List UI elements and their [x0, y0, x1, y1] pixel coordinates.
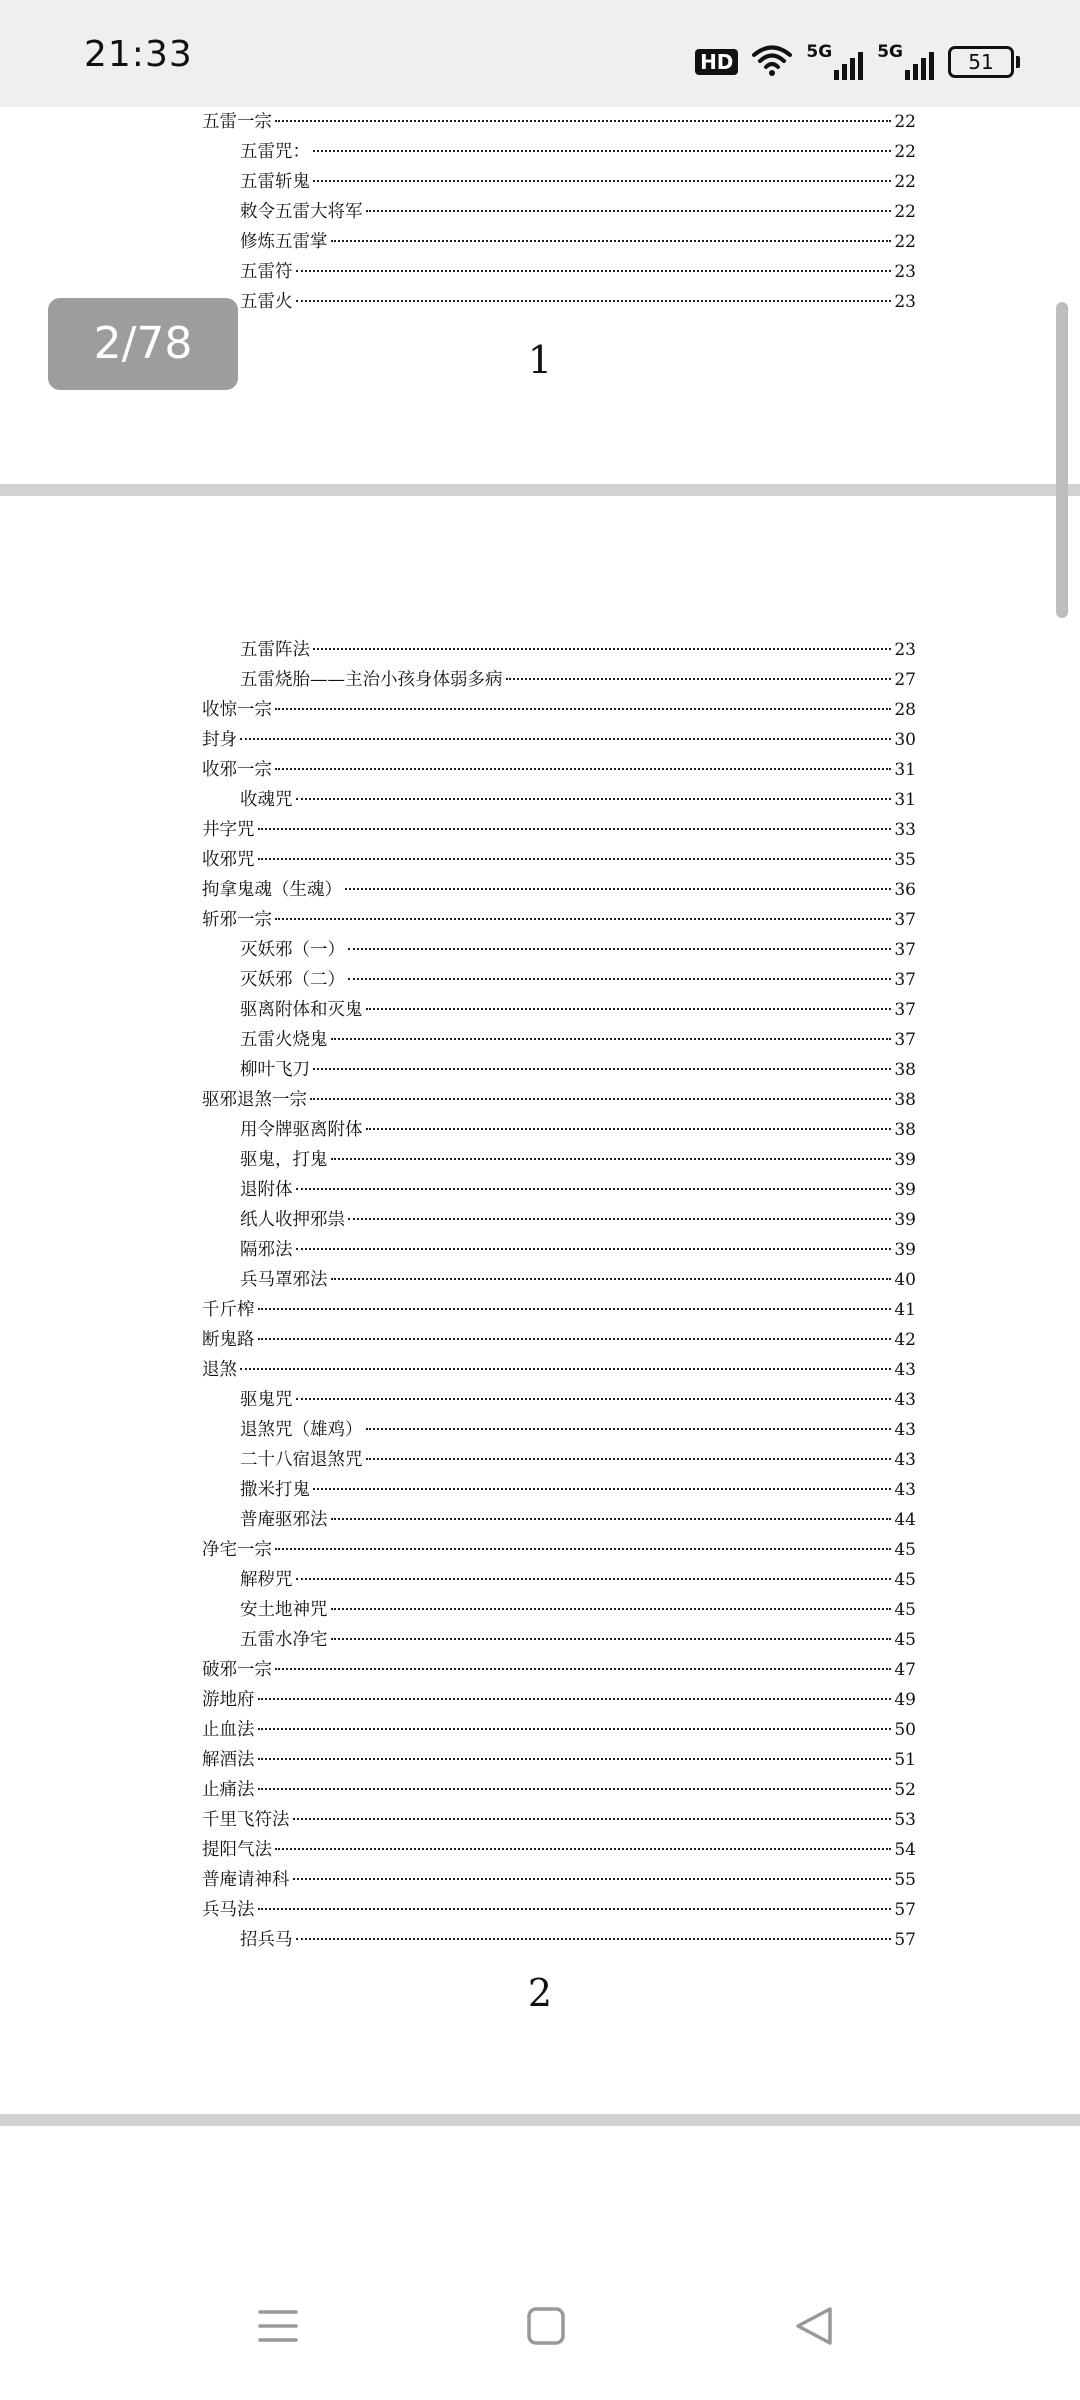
toc-entry[interactable]: [240, 1597, 916, 1623]
toc-entry-page: 43: [894, 1390, 916, 1410]
toc-dot-leader: [348, 978, 891, 980]
toc-entry[interactable]: [202, 1837, 916, 1863]
toc-dot-leader: [310, 1098, 891, 1100]
toc-entry-title: 解秽咒: [240, 1570, 293, 1590]
toc-entry-title: 提阳气法: [202, 1840, 272, 1860]
toc-entry-title: 撒米打鬼: [240, 1480, 310, 1500]
toc-entry-title: 灭妖邪（一）: [240, 940, 345, 960]
toc-entry-page: 38: [894, 1060, 916, 1080]
menu-icon: [256, 2306, 300, 2346]
toc-entry-title: 断鬼路: [202, 1330, 255, 1350]
toc-entry-title: 二十八宿退煞咒: [240, 1450, 363, 1470]
toc-entry-title: 解酒法: [202, 1750, 255, 1770]
toc-entry-title: 驱邪退煞一宗: [202, 1090, 307, 1110]
toc-entry-page: 35: [894, 850, 916, 870]
toc-entry-title: 驱鬼，打鬼: [240, 1150, 328, 1170]
toc-entry[interactable]: [240, 1567, 916, 1593]
toc-entry-title: 收邪一宗: [202, 760, 272, 780]
toc-entry-page: 39: [894, 1180, 916, 1200]
toc-entry-title: 五雷水净宅: [240, 1630, 328, 1650]
toc-entry-page: 51: [894, 1750, 916, 1770]
toc-entry-page: 43: [894, 1360, 916, 1380]
toc-entry-title: 千里飞符法: [202, 1810, 290, 1830]
toc-entry-page: 39: [894, 1210, 916, 1230]
toc-entry[interactable]: [240, 289, 916, 315]
toc-entry[interactable]: [240, 1177, 916, 1203]
toc-dot-leader: [348, 948, 891, 950]
toc-entry-page: 45: [894, 1570, 916, 1590]
toc-dot-leader: [331, 1518, 892, 1520]
toc-entry[interactable]: [240, 937, 916, 963]
toc-entry[interactable]: [202, 817, 916, 843]
toc-dot-leader: [258, 1758, 892, 1760]
back-button[interactable]: [784, 2296, 844, 2356]
toc-entry[interactable]: [240, 1267, 916, 1293]
toc-entry-page: 37: [894, 910, 916, 930]
toc-entry-title: 五雷斩鬼: [240, 172, 310, 192]
toc-entry[interactable]: [240, 1417, 916, 1443]
toc-entry-title: 修炼五雷掌: [240, 232, 328, 252]
toc-dot-leader: [331, 240, 892, 242]
toc-entry-title: 千斤榨: [202, 1300, 255, 1320]
toc-entry-page: 27: [894, 670, 916, 690]
toc-dot-leader: [258, 1308, 892, 1310]
toc-dot-leader: [366, 1458, 892, 1460]
toc-entry-title: 止痛法: [202, 1780, 255, 1800]
toc-entry-page: 31: [894, 790, 916, 810]
toc-dot-leader: [331, 1278, 892, 1280]
toc-entry-page: 22: [894, 112, 916, 132]
toc-dot-leader: [331, 1158, 892, 1160]
toc-dot-leader: [345, 888, 891, 890]
toc-entry-title: 收惊一宗: [202, 700, 272, 720]
toc-dot-leader: [293, 1878, 892, 1880]
toc-entry[interactable]: [240, 1447, 916, 1473]
toc-entry-page: 40: [894, 1270, 916, 1290]
toc-entry-page: 23: [894, 262, 916, 282]
toc-dot-leader: [296, 300, 892, 302]
toc-dot-leader: [313, 648, 891, 650]
toc-entry-page: 52: [894, 1780, 916, 1800]
toc-entry-page: 22: [894, 142, 916, 162]
toc-entry[interactable]: [240, 667, 916, 693]
toc-dot-leader: [275, 708, 891, 710]
back-icon: [792, 2304, 836, 2348]
toc-entry-page: 37: [894, 1030, 916, 1050]
toc-entry[interactable]: [202, 1537, 916, 1563]
toc-entry-title: 退附体: [240, 1180, 293, 1200]
toc-entry[interactable]: [202, 1747, 916, 1773]
toc-entry-title: 五雷烧胎——主治小孩身体弱多病: [240, 670, 503, 690]
toc-entry-page: 42: [894, 1330, 916, 1350]
toc-entry[interactable]: [240, 139, 916, 165]
toc-entry-title: 五雷符: [240, 262, 293, 282]
toc-entry-page: 22: [894, 232, 916, 252]
toc-entry[interactable]: [240, 967, 916, 993]
toc-entry-page: 30: [894, 730, 916, 750]
scrollbar-thumb[interactable]: [1056, 302, 1068, 618]
toc-entry[interactable]: [240, 1147, 916, 1173]
toc-dot-leader: [296, 270, 892, 272]
toc-entry-title: 敕令五雷大将军: [240, 202, 363, 222]
toc-entry-page: 38: [894, 1120, 916, 1140]
toc-entry-page: 22: [894, 172, 916, 192]
page-separator: [0, 2114, 1080, 2126]
toc-dot-leader: [258, 1788, 892, 1790]
toc-entry-title: 用令牌驱离附体: [240, 1120, 363, 1140]
toc-entry-page: 43: [894, 1450, 916, 1470]
toc-entry-page: 22: [894, 202, 916, 222]
toc-entry-page: 39: [894, 1240, 916, 1260]
toc-entry-title: 招兵马: [240, 1930, 293, 1950]
page-counter: 2/78: [48, 298, 238, 390]
toc-entry-title: 驱离附体和灭鬼: [240, 1000, 363, 1020]
toc-entry-title: 拘拿鬼魂（生魂）: [202, 880, 342, 900]
toc-entry-title: 游地府: [202, 1690, 255, 1710]
toc-entry[interactable]: [240, 637, 916, 663]
toc-dot-leader: [258, 828, 892, 830]
toc-entry-title: 普庵请神科: [202, 1870, 290, 1890]
toc-entry[interactable]: [240, 1057, 916, 1083]
status-bar: [0, 0, 1080, 107]
toc-dot-leader: [275, 918, 891, 920]
toc-entry-page: 45: [894, 1600, 916, 1620]
toc-entry-page: 37: [894, 970, 916, 990]
toc-entry-title: 斩邪一宗: [202, 910, 272, 930]
toc-entry[interactable]: [202, 697, 916, 723]
toc-dot-leader: [331, 1038, 892, 1040]
toc-entry-title: 兵马法: [202, 1900, 255, 1920]
toc-dot-leader: [258, 1698, 892, 1700]
signal-5g-icon: [877, 44, 934, 80]
toc-dot-leader: [275, 1668, 891, 1670]
toc-entry-title: 五雷火烧鬼: [240, 1030, 328, 1050]
home-icon: [524, 2304, 568, 2348]
toc-entry-title: 收魂咒: [240, 790, 293, 810]
toc-entry[interactable]: [240, 169, 916, 195]
toc-entry-title: 五雷阵法: [240, 640, 310, 660]
toc-dot-leader: [296, 1938, 892, 1940]
home-button[interactable]: [516, 2296, 576, 2356]
menu-button[interactable]: [248, 2296, 308, 2356]
toc-entry-page: 43: [894, 1420, 916, 1440]
toc-entry[interactable]: [202, 109, 916, 135]
toc-entry[interactable]: [202, 1717, 916, 1743]
toc-entry-title: 止血法: [202, 1720, 255, 1740]
toc-entry[interactable]: [202, 877, 916, 903]
toc-dot-leader: [331, 1608, 892, 1610]
toc-dot-leader: [313, 1488, 891, 1490]
toc-entry-title: 收邪咒: [202, 850, 255, 870]
toc-entry[interactable]: [240, 1237, 916, 1263]
signal-label: 5G: [806, 42, 833, 62]
toc-entry-page: 54: [894, 1840, 916, 1860]
toc-entry-page: 44: [894, 1510, 916, 1530]
toc-entry-title: 五雷一宗: [202, 112, 272, 132]
toc-entry-page: 49: [894, 1690, 916, 1710]
toc-entry[interactable]: [202, 1867, 916, 1893]
signal-label: 5G: [877, 42, 903, 62]
toc-dot-leader: [296, 1398, 892, 1400]
toc-entry-page: 43: [894, 1480, 916, 1500]
toc-entry[interactable]: [202, 847, 916, 873]
toc-entry-page: 37: [894, 1000, 916, 1020]
toc-entry-page: 55: [894, 1870, 916, 1890]
toc-dot-leader: [258, 1728, 892, 1730]
toc-entry-page: 33: [894, 820, 916, 840]
toc-entry-title: 普庵驱邪法: [240, 1510, 328, 1530]
toc-dot-leader: [296, 1578, 892, 1580]
toc-entry-page: 31: [894, 760, 916, 780]
toc-dot-leader: [296, 1248, 892, 1250]
toc-entry[interactable]: [240, 1027, 916, 1053]
toc-entry[interactable]: [240, 1117, 916, 1143]
toc-entry[interactable]: [202, 757, 916, 783]
toc-entry[interactable]: [202, 1777, 916, 1803]
toc-entry-page: 39: [894, 1150, 916, 1170]
signal-5g-icon: [806, 44, 863, 80]
toc-entry-page: 41: [894, 1300, 916, 1320]
toc-dot-leader: [240, 1368, 891, 1370]
toc-entry[interactable]: [202, 1357, 916, 1383]
toc-entry[interactable]: [240, 997, 916, 1023]
toc-dot-leader: [296, 798, 892, 800]
status-icons: [695, 38, 1014, 86]
toc-entry[interactable]: [240, 1927, 916, 1953]
page-number: 1: [527, 338, 553, 382]
page-separator: [0, 484, 1080, 496]
page-number: 2: [527, 1971, 553, 2015]
toc-entry-page: 23: [894, 640, 916, 660]
toc-entry[interactable]: [202, 1807, 916, 1833]
toc-entry-page: 37: [894, 940, 916, 960]
toc-dot-leader: [506, 678, 892, 680]
battery-icon: 51: [948, 46, 1014, 78]
toc-entry-title: 驱鬼咒: [240, 1390, 293, 1410]
toc-dot-leader: [275, 1548, 891, 1550]
toc-entry-page: 23: [894, 292, 916, 312]
toc-dot-leader: [258, 1908, 892, 1910]
toc-entry-title: 净宅一宗: [202, 1540, 272, 1560]
toc-entry-title: 安土地神咒: [240, 1600, 328, 1620]
toc-entry[interactable]: [240, 1207, 916, 1233]
toc-entry-title: 五雷咒：: [240, 142, 310, 162]
toc-entry-page: 53: [894, 1810, 916, 1830]
toc-entry-title: 封身: [202, 730, 237, 750]
toc-entry[interactable]: [202, 1297, 916, 1323]
toc-entry-page: 45: [894, 1540, 916, 1560]
toc-entry[interactable]: [202, 907, 916, 933]
toc-entry-title: 退煞咒（雄鸡）: [240, 1420, 363, 1440]
toc-entry-title: 灭妖邪（二）: [240, 970, 345, 990]
toc-dot-leader: [293, 1818, 892, 1820]
toc-dot-leader: [313, 150, 891, 152]
toc-dot-leader: [258, 1338, 892, 1340]
toc-dot-leader: [296, 1188, 892, 1190]
toc-entry[interactable]: [240, 1387, 916, 1413]
toc-dot-leader: [366, 1128, 892, 1130]
toc-entry-page: 45: [894, 1630, 916, 1650]
toc-entry-title: 纸人收押邪祟: [240, 1210, 345, 1230]
status-time: 21:33: [84, 34, 193, 75]
toc-entry-title: 井字咒: [202, 820, 255, 840]
toc-entry[interactable]: [240, 787, 916, 813]
toc-entry-page: 47: [894, 1660, 916, 1680]
toc-entry-page: 57: [894, 1900, 916, 1920]
toc-entry-page: 57: [894, 1930, 916, 1950]
toc-entry-page: 38: [894, 1090, 916, 1110]
toc-dot-leader: [313, 180, 891, 182]
toc-dot-leader: [275, 120, 891, 122]
toc-entry-title: 隔邪法: [240, 1240, 293, 1260]
toc-entry-page: 28: [894, 700, 916, 720]
toc-entry[interactable]: [240, 1627, 916, 1653]
toc-dot-leader: [331, 1638, 892, 1640]
toc-entry[interactable]: [202, 727, 916, 753]
toc-dot-leader: [275, 768, 891, 770]
toc-entry-title: 破邪一宗: [202, 1660, 272, 1680]
toc-entry[interactable]: [240, 1507, 916, 1533]
toc-entry[interactable]: [240, 199, 916, 225]
toc-dot-leader: [275, 1848, 891, 1850]
toc-entry-title: 兵马罩邪法: [240, 1270, 328, 1290]
toc-entry-title: 退煞: [202, 1360, 237, 1380]
toc-entry-title: 柳叶飞刀: [240, 1060, 310, 1080]
toc-entry[interactable]: [202, 1327, 916, 1353]
toc-entry-page: 50: [894, 1720, 916, 1740]
toc-entry[interactable]: [240, 229, 916, 255]
toc-dot-leader: [258, 858, 892, 860]
toc-dot-leader: [313, 1068, 891, 1070]
toc-entry[interactable]: [202, 1897, 916, 1923]
toc-dot-leader: [240, 738, 891, 740]
toc-dot-leader: [366, 1428, 892, 1430]
toc-dot-leader: [366, 210, 892, 212]
toc-entry[interactable]: [240, 259, 916, 285]
toc-dot-leader: [348, 1218, 891, 1220]
hd-icon: HD: [695, 49, 738, 75]
toc-dot-leader: [366, 1008, 892, 1010]
toc-entry[interactable]: [202, 1087, 916, 1113]
wifi-icon: [752, 44, 792, 80]
toc-entry[interactable]: [202, 1657, 916, 1683]
toc-entry[interactable]: [202, 1687, 916, 1713]
toc-entry[interactable]: [240, 1477, 916, 1503]
toc-entry-title: 五雷火: [240, 292, 293, 312]
toc-entry-page: 36: [894, 880, 916, 900]
